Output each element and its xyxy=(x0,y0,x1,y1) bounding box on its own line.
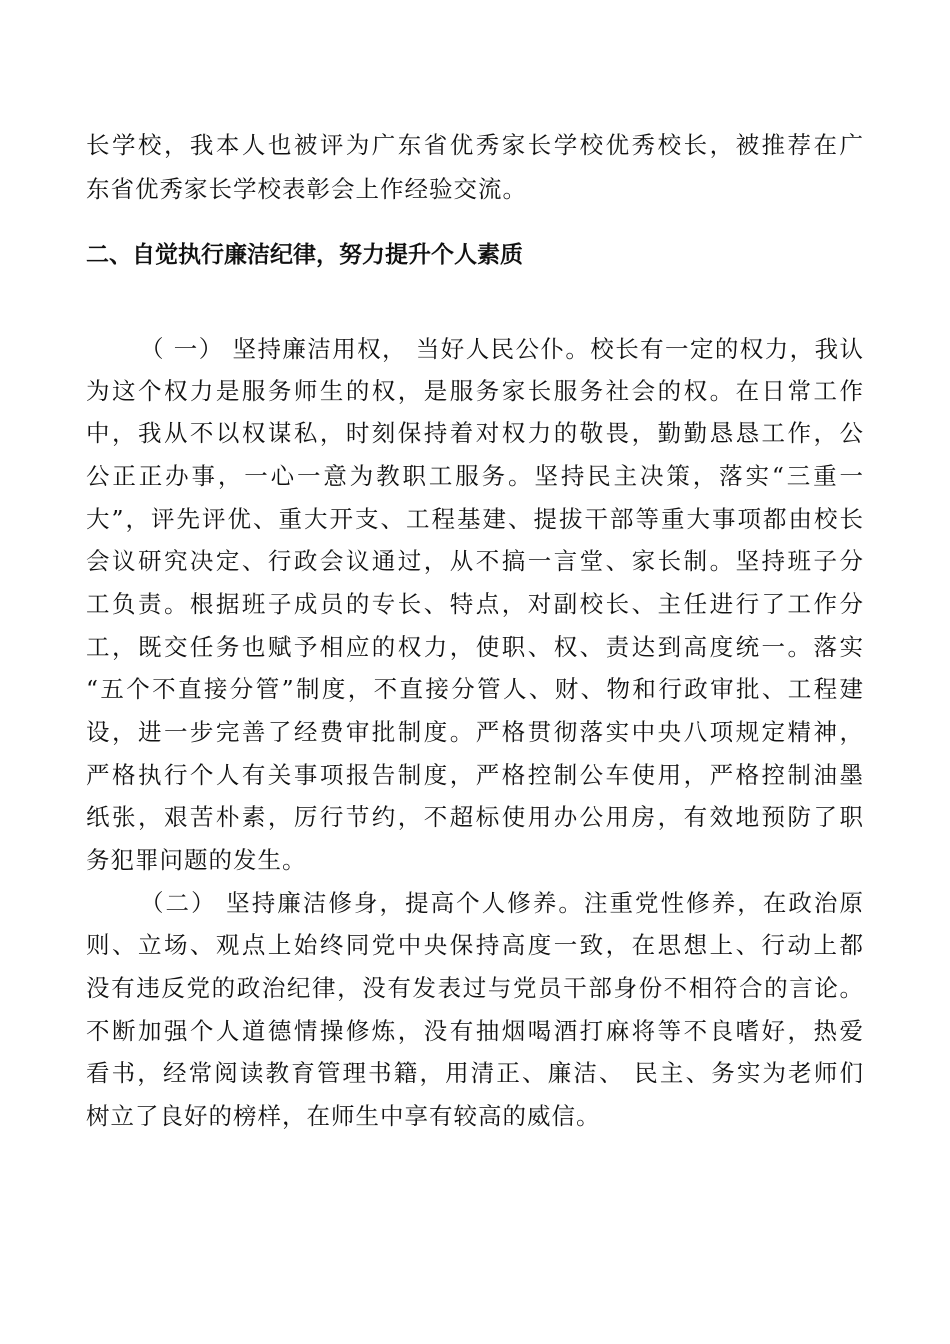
paragraph-1-line-1: （ 一） 坚持廉洁用权， 当好人民公仆。校长有一定的权力，我认 xyxy=(140,335,864,363)
paragraph-1-line-11: 严格执行个人有关事项报告制度，严格控制公车使用，严格控制油墨 xyxy=(86,761,864,789)
paragraph-2-line-6: 树立了良好的榜样，在师生中享有较高的威信。 xyxy=(86,1102,601,1130)
paragraph-1-line-4: 公正正办事，一心一意为教职工服务。坚持民主决策，落实“三重一 xyxy=(86,462,864,490)
paragraph-1-line-7: 工负责。根据班子成员的专长、特点，对副校长、主任进行了工作分 xyxy=(86,590,864,618)
paragraph-2-line-1: （二） 坚持廉洁修身，提高个人修养。注重党性修养，在政治原 xyxy=(140,889,864,917)
intro-line-2: 东省优秀家长学校表彰会上作经验交流。 xyxy=(86,175,527,203)
section-heading: 二、自觉执行廉洁纪律，努力提升个人素质 xyxy=(86,242,523,268)
paragraph-1-line-2: 为这个权力是服务师生的权，是服务家长服务社会的权。在日常工作 xyxy=(86,377,864,405)
paragraph-1-line-8: 工，既交任务也赋予相应的权力，使职、权、责达到高度统一。落实 xyxy=(86,633,864,661)
paragraph-2-line-5: 看书，经常阅读教育管理书籍，用清正、廉洁、 民主、务实为老师们 xyxy=(86,1059,864,1087)
paragraph-1-line-6: 会议研究决定、行政会议通过，从不搞一言堂、家长制。坚持班子分 xyxy=(86,547,864,575)
paragraph-1-line-9: “五个不直接分管”制度，不直接分管人、财、物和行政审批、工程建 xyxy=(86,675,864,703)
paragraph-2-line-4: 不断加强个人道德情操修炼，没有抽烟喝酒打麻将等不良嗜好，热爱 xyxy=(86,1017,864,1045)
paragraph-1-line-12: 纸张，艰苦朴素，厉行节约，不超标使用办公用房，有效地预防了职 xyxy=(86,803,864,831)
intro-line-1: 长学校，我本人也被评为广东省优秀家长学校优秀校长，被推荐在广 xyxy=(86,131,864,159)
paragraph-2-line-2: 则、立场、观点上始终同党中央保持高度一致，在思想上、行动上都 xyxy=(86,931,864,959)
paragraph-1-line-5: 大”，评先评优、重大开支、工程基建、提拔干部等重大事项都由校长 xyxy=(86,505,864,533)
paragraph-1-line-10: 设，进一步完善了经费审批制度。严格贯彻落实中央八项规定精神， xyxy=(86,718,864,746)
paragraph-2-line-3: 没有违反党的政治纪律，没有发表过与党员干部身份不相符合的言论。 xyxy=(86,974,864,1002)
paragraph-1-line-13: 务犯罪问题的发生。 xyxy=(86,846,307,874)
paragraph-1-line-3: 中，我从不以权谋私，时刻保持着对权力的敬畏，勤勤恳恳工作，公 xyxy=(86,419,864,447)
